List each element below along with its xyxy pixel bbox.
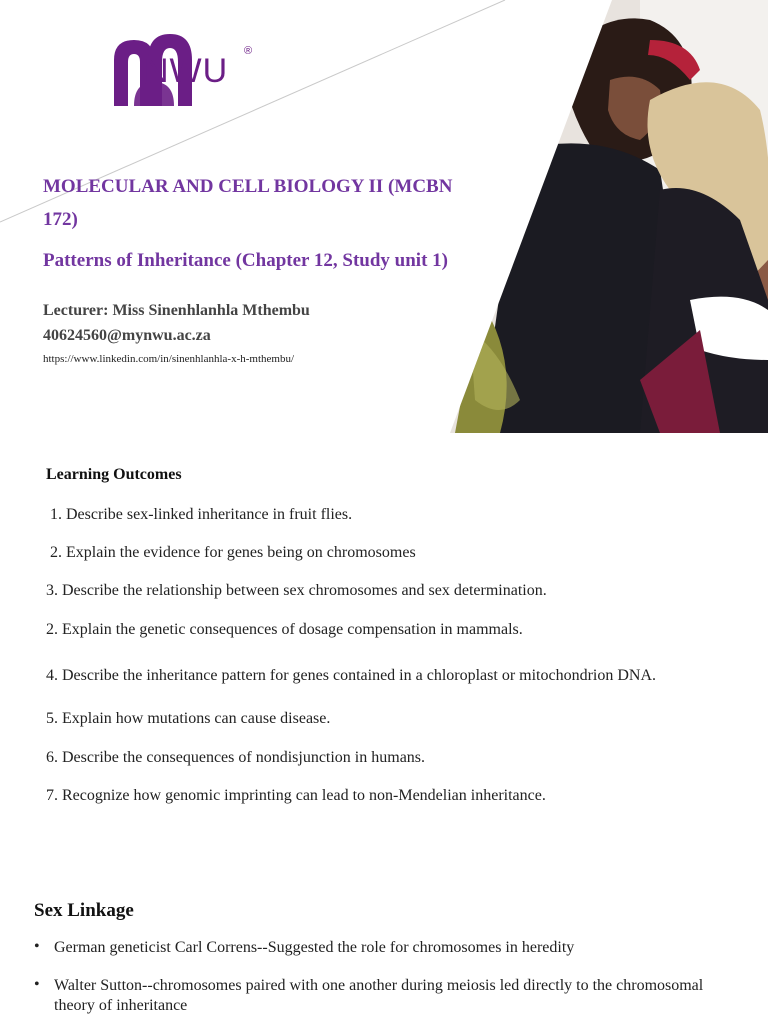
bullet-text: Walter Sutton--chromosomes paired with one another during meiosis led directly to the chromosomal theory of inheritance (54, 977, 704, 1014)
title-slide (0, 0, 768, 433)
lecturer-name: Lecturer: Miss Sinenhlanhla Mthembu (43, 302, 310, 319)
outcome-item: 3. Describe the relationship between sex chromosomes and sex determination. (46, 582, 547, 599)
sex-linkage-heading: Sex Linkage (34, 900, 134, 921)
outcome-item: 6. Describe the consequences of nondisjunction in humans. (46, 749, 426, 766)
outcome-item: 4. Describe the inheritance pattern for genes contained in a chloroplast or mitochondrion DNA. (46, 667, 657, 684)
bullet-icon: • (34, 938, 40, 955)
list-item (34, 938, 734, 958)
outcome-item: 1. Describe sex-linked inheritance in fruit flies. (50, 506, 353, 523)
linkedin-link[interactable]: https://www.linkedin.com/in/sinenhlanhla-x-h-mthembu/ (43, 353, 295, 365)
outcome-item: 2. Explain the genetic consequences of dosage compensation in mammals. (46, 621, 523, 638)
list-item (34, 976, 734, 1016)
lecture-subtitle: Patterns of Inheritance (Chapter 12, Study unit 1) (43, 250, 448, 271)
learning-outcomes-heading: Learning Outcomes (46, 466, 182, 483)
registered-mark: ® (244, 45, 253, 57)
lecturer-email[interactable]: 40624560@mynwu.ac.za (43, 327, 211, 344)
logo-text: NWU (144, 52, 229, 90)
outcome-item: 2. Explain the evidence for genes being on chromosomes (50, 544, 416, 561)
lecturer-info (43, 298, 310, 348)
bullet-text: German geneticist Carl Correns--Suggested the role for chromosomes in heredity (54, 939, 575, 956)
outcome-item: 5. Explain how mutations can cause disease. (46, 710, 331, 727)
bullet-icon: • (34, 976, 40, 993)
course-title: MOLECULAR AND CELL BIOLOGY II (MCBN 172) (43, 176, 453, 230)
outcome-item: 7. Recognize how genomic imprinting can lead to non-Mendelian inheritance. (46, 787, 546, 804)
